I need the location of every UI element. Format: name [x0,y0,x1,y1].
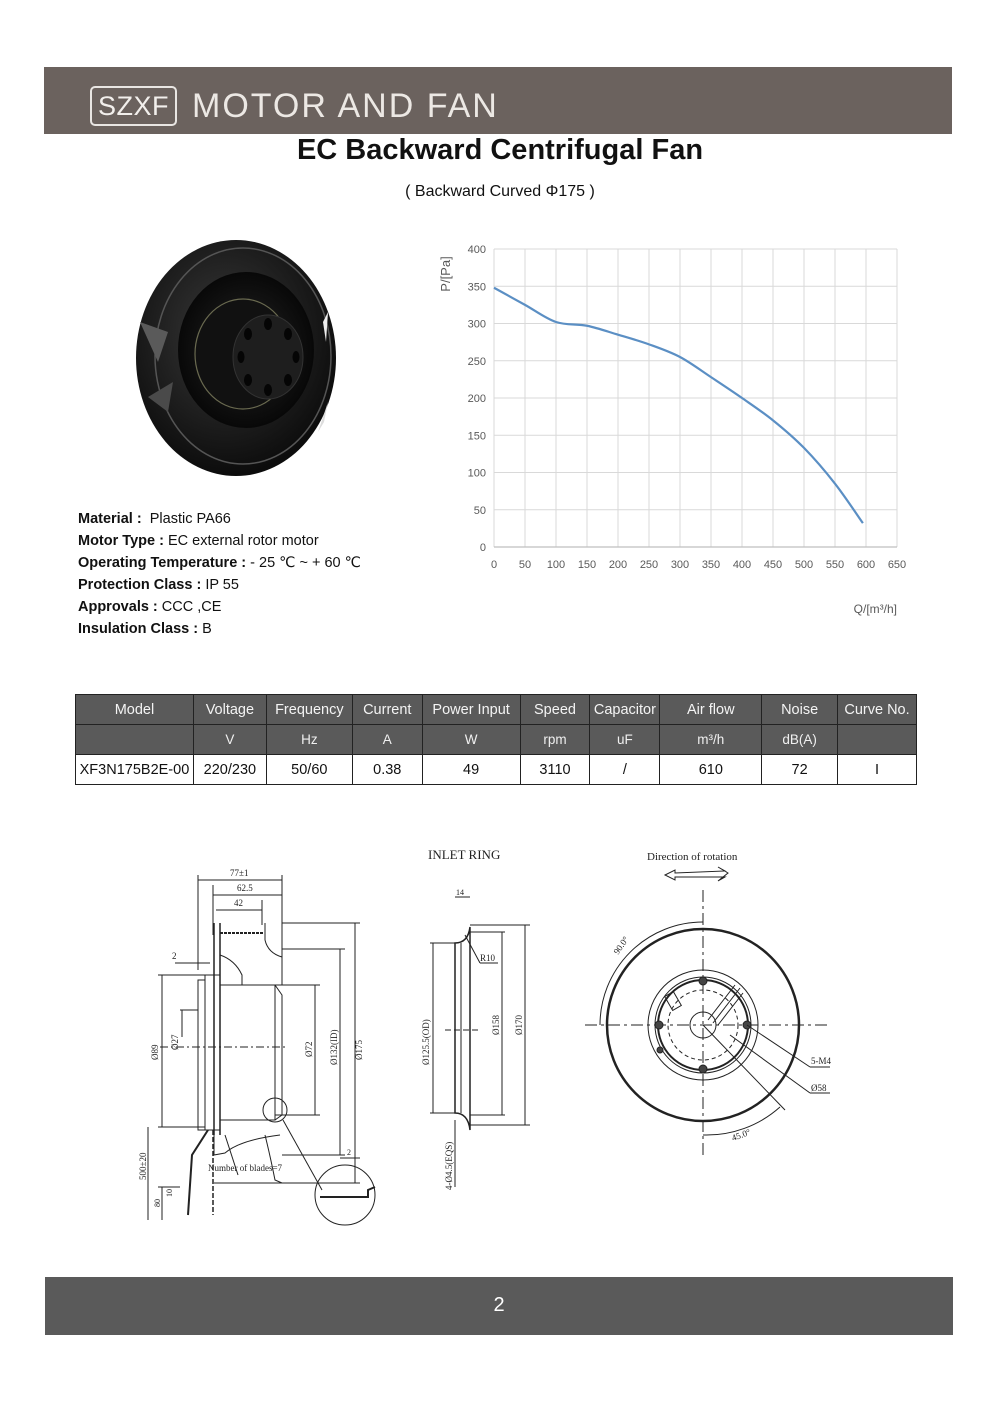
svg-text:62.5: 62.5 [237,883,253,893]
table-row [76,755,917,785]
y-tick-label: 250 [467,355,486,368]
spec-table [75,694,917,785]
table-header-row [76,695,917,725]
header-banner [44,67,952,134]
unit-cell: W [422,725,520,755]
svg-text:5-M4: 5-M4 [811,1056,831,1066]
performance-curve-chart [430,238,920,628]
y-tick-label: 350 [467,281,486,294]
svg-text:2: 2 [172,951,177,961]
svg-text:2: 2 [347,1148,351,1157]
y-axis-label: P/[Pa] [438,256,453,292]
cell-speed: 3110 [520,755,590,785]
page-footer [45,1277,953,1335]
spec-material: Material : Plastic PA66 [78,511,231,527]
y-tick-label: 100 [467,467,486,480]
header-current: Current [352,695,422,725]
x-tick-label: 350 [701,559,721,571]
cell-model: XF3N175B2E-00 [76,755,194,785]
x-tick-label: 100 [546,559,566,571]
svg-text:Ø89: Ø89 [150,1044,160,1060]
unit-cell: rpm [520,725,590,755]
x-tick-label: 200 [608,559,628,571]
x-tick-label: 300 [670,559,690,571]
unit-cell: V [193,725,266,755]
x-tick-label: 500 [794,559,814,571]
x-tick-label: 150 [577,559,597,571]
technical-drawing [130,835,860,1235]
svg-text:INLET RING: INLET RING [428,847,501,862]
x-tick-label: 650 [887,559,907,571]
side-view-drawing [138,868,375,1225]
unit-cell [838,725,917,755]
svg-text:80: 80 [153,1199,162,1207]
page-number: 2 [493,1294,505,1316]
y-tick-label: 50 [473,504,486,517]
cell-frequency: 50/60 [266,755,352,785]
x-tick-label: 0 [490,559,498,571]
x-tick-label: 600 [856,559,876,571]
svg-text:Ø72: Ø72 [304,1041,314,1057]
centrifugal-fan-photo [128,232,338,492]
header-speed: Speed [520,695,590,725]
svg-text:90.0°: 90.0° [611,934,631,957]
unit-cell: uF [590,725,660,755]
y-tick-label: 400 [467,244,486,256]
cell-noise: 72 [762,755,838,785]
header-capacitor: Capacitor [590,695,660,725]
header-power-input: Power Input [422,695,520,725]
cell-current: 0.38 [352,755,422,785]
cell-voltage: 220/230 [193,755,266,785]
svg-text:14: 14 [456,888,464,897]
svg-text:Ø175: Ø175 [354,1040,364,1060]
spec-insulation-class: Insulation Class : B [78,621,212,637]
x-tick-label: 50 [518,559,532,571]
y-tick-label: 150 [467,430,486,443]
svg-text:Ø58: Ø58 [811,1083,827,1093]
svg-text:77±1: 77±1 [230,868,249,878]
svg-text:Ø158: Ø158 [491,1015,501,1035]
header-frequency: Frequency [266,695,352,725]
rotation-arrow-icon [665,867,728,881]
inlet-ring-drawing [421,847,530,1190]
spec-protection-class: Protection Class : IP 55 [78,577,239,593]
spec-operating-temperature: Operating Temperature : - 25 ℃ ~ + 60 ℃ [78,555,361,571]
spec-approvals: Approvals : CCC ,CE [78,599,222,615]
header-curve-no: Curve No. [838,695,917,725]
svg-text:Ø170: Ø170 [514,1015,524,1035]
x-tick-label: 400 [732,559,752,571]
x-tick-label: 550 [825,559,845,571]
svg-text:10: 10 [165,1189,174,1197]
brand-logo: SZXF [90,86,177,126]
cell-capacitor: / [590,755,660,785]
cell-curve-no: I [838,755,917,785]
spec-motor-type: Motor Type : EC external rotor motor [78,533,319,549]
table-units-row [76,725,917,755]
unit-cell: dB(A) [762,725,838,755]
header-model: Model [76,695,194,725]
unit-cell: Hz [266,725,352,755]
svg-text:R10: R10 [480,953,496,963]
header-air-flow: Air flow [660,695,762,725]
cell-air-flow: 610 [660,755,762,785]
x-axis-label: Q/[m³/h] [853,602,897,616]
y-tick-label: 0 [479,542,486,554]
unit-cell: A [352,725,422,755]
svg-text:45.0°: 45.0° [730,1126,752,1143]
page-title: EC Backward Centrifugal Fan [296,134,704,166]
y-tick-label: 300 [467,318,486,331]
header-noise: Noise [762,695,838,725]
svg-text:Ø132(ID): Ø132(ID) [329,1029,339,1065]
brand-name: MOTOR AND FAN [192,87,499,125]
svg-text:4-Ø4.5(EQS): 4-Ø4.5(EQS) [444,1141,454,1190]
cell-power-input: 49 [422,755,520,785]
unit-cell [76,725,194,755]
spec-list [78,508,361,640]
page-subtitle: ( Backward Curved Φ175 ) [405,183,595,200]
svg-text:Number of blades=7: Number of blades=7 [208,1163,283,1173]
svg-text:42: 42 [234,898,243,908]
front-view-drawing [585,851,831,1155]
x-tick-label: 450 [763,559,783,571]
unit-cell: m³/h [660,725,762,755]
y-tick-label: 200 [467,393,486,405]
svg-text:Direction of rotation: Direction of rotation [647,851,738,863]
x-tick-label: 250 [639,559,659,571]
svg-text:Ø125.5(OD): Ø125.5(OD) [421,1019,431,1065]
svg-text:Ø27: Ø27 [170,1034,180,1050]
svg-text:500±20: 500±20 [138,1152,148,1180]
header-voltage: Voltage [193,695,266,725]
